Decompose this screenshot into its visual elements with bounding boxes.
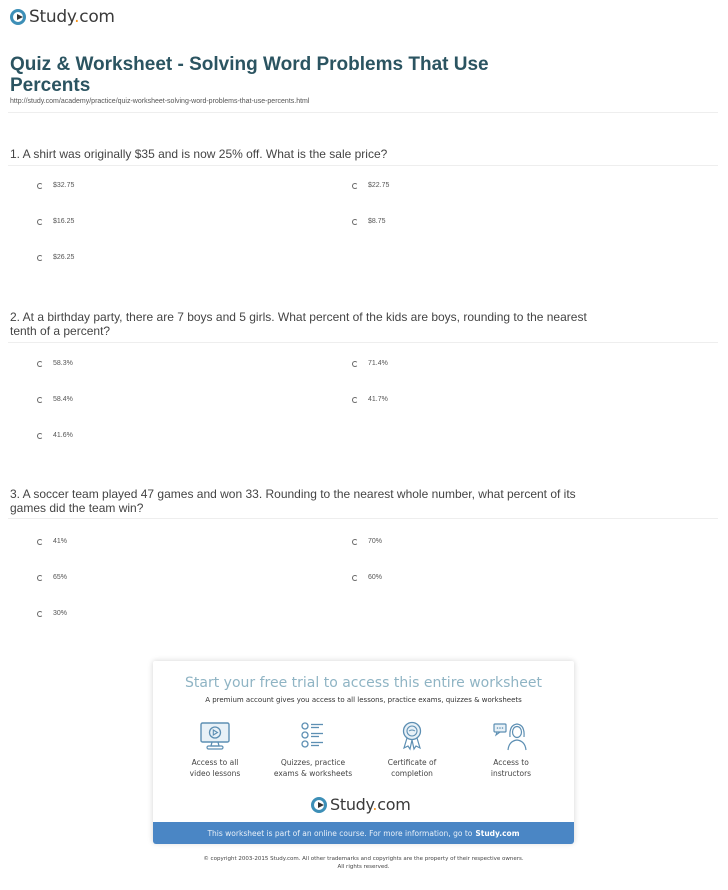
divider (8, 518, 718, 519)
radio-button[interactable] (37, 219, 43, 225)
answer-option[interactable]: 30% (37, 610, 67, 617)
answer-option[interactable]: 41.6% (37, 432, 73, 439)
radio-button[interactable] (352, 219, 358, 225)
answer-option[interactable]: 60% (352, 574, 382, 581)
answer-option[interactable]: 70% (352, 538, 382, 545)
play-logo-icon (10, 9, 26, 25)
radio-button[interactable] (37, 361, 43, 367)
radio-button[interactable] (352, 361, 358, 367)
radio-button[interactable] (352, 183, 358, 189)
study-link[interactable]: Study.com (475, 828, 520, 838)
question-1: 1. A shirt was originally $35 and is now 25% off. What is the sale price? (10, 147, 388, 161)
page-title: Quiz & Worksheet - Solving Word Problems That Use Percents (10, 54, 489, 96)
radio-button[interactable] (37, 183, 43, 189)
answer-option[interactable]: $16.25 (37, 218, 74, 225)
answer-option[interactable]: $22.75 (352, 182, 389, 189)
radio-button[interactable] (352, 539, 358, 545)
logo-text: Study (29, 7, 75, 27)
feature-video-lessons: Access to all video lessons (165, 721, 265, 779)
page-url[interactable]: http://study.com/academy/practice/quiz-worksheet-solving-word-problems-that-use-percents.html (10, 98, 310, 105)
divider (8, 112, 718, 113)
answer-option[interactable]: 58.4% (37, 396, 73, 403)
feature-certificate: Certificate of completion (362, 721, 462, 779)
radio-button[interactable] (37, 433, 43, 439)
divider (8, 165, 718, 166)
study-logo[interactable]: Study.com (10, 7, 115, 27)
answer-option[interactable]: 65% (37, 574, 67, 581)
feature-quizzes: Quizzes, practice exams & worksheets (263, 721, 363, 779)
question-3: 3. A soccer team played 47 games and won 33. Rounding to the nearest whole number, what percent of its games did the team win? (10, 487, 576, 515)
divider (8, 342, 718, 343)
radio-button[interactable] (352, 575, 358, 581)
answer-option[interactable]: 71.4% (352, 360, 388, 367)
answer-option[interactable]: 41% (37, 538, 67, 545)
answer-option[interactable]: $8.75 (352, 218, 386, 225)
course-info-banner (153, 822, 574, 844)
study-logo-promo[interactable]: Study.com (311, 795, 411, 814)
video-lesson-icon (199, 721, 231, 751)
radio-button[interactable] (37, 255, 43, 261)
radio-button[interactable] (37, 397, 43, 403)
feature-instructors: Access to instructors (461, 721, 561, 779)
answer-option[interactable]: 58.3% (37, 360, 73, 367)
question-2: 2. At a birthday party, there are 7 boys and 5 girls. What percent of the kids are boys, rounding to the nearest tenth of a percent? (10, 310, 587, 338)
free-trial-card (153, 661, 574, 843)
radio-button[interactable] (37, 539, 43, 545)
certificate-icon (396, 721, 428, 751)
radio-button[interactable] (37, 611, 43, 617)
answer-option[interactable]: 41.7% (352, 396, 388, 403)
promo-subtitle: A premium account gives you access to all lessons, practice exams, quizzes & worksheets (205, 696, 522, 704)
play-logo-icon (311, 797, 327, 813)
banner-text: This worksheet is part of an online course. For more information, go to (207, 828, 473, 838)
copyright-notice: © copyright 2003-2015 Study.com. All other trademarks and copyrights are the property of their respective owners. All rights reserved. (203, 856, 524, 870)
radio-button[interactable] (352, 397, 358, 403)
quiz-list-icon (297, 721, 329, 751)
answer-option[interactable]: $26.25 (37, 254, 74, 261)
instructor-icon (493, 721, 529, 751)
answer-option[interactable]: $32.75 (37, 182, 74, 189)
radio-button[interactable] (37, 575, 43, 581)
promo-title[interactable]: Start your free trial to access this entire worksheet (185, 675, 542, 691)
